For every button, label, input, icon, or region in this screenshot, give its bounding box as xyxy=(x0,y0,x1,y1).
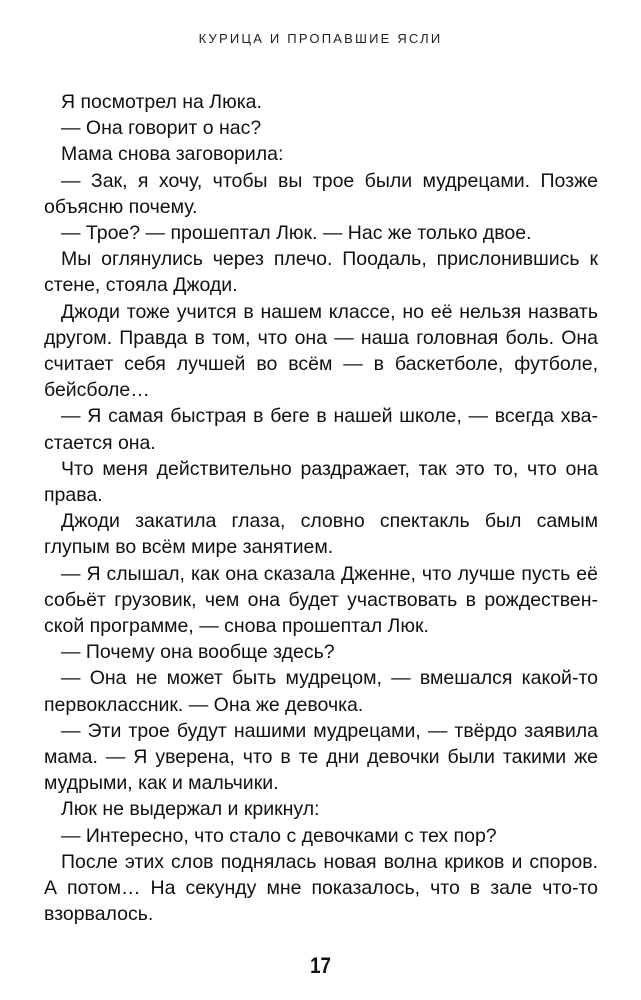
paragraph: — Почему она вообще здесь? xyxy=(61,641,335,664)
paragraph: Что меня действительно раздражает, так это то, что она права. xyxy=(44,457,598,507)
running-title: КУРИЦА И ПРОПАВШИЕ ЯСЛИ xyxy=(198,31,443,46)
paragraph: — Интересно, что стало с девочками с тех пор? xyxy=(61,824,497,847)
paragraph: Я посмотрел на Люка. xyxy=(61,91,262,113)
body-text xyxy=(44,89,598,928)
paragraph: — Она говорит о нас? xyxy=(61,117,262,140)
paragraph: — Я самая быстрая в беге в нашей школе, — всегда хвастается она. xyxy=(44,405,598,454)
paragraph: — Эти трое будут нашими мудрецами, — твёрдо заявила мама. — Я уверена, что в те дни девочки были такими же мудрыми, как и мальчики. xyxy=(44,719,598,795)
paragraph: — Она не может быть мудрецом, — вмешался какой-то первоклассник. — Она же девочка. xyxy=(44,667,598,716)
paragraph: — Я слышал, как она сказала Дженне, что лучше пусть её собьёт грузовик, чем она будет участвовать в рождественской программе, — снова прошептал Люк. xyxy=(44,562,598,638)
paragraph: Джоди тоже учится в нашем классе, но её нельзя назвать другом. Правда в том, что она — наша головная боль. Она считает себя лучшей во всём — в баскетболе, футболе, бейсболе… xyxy=(44,300,598,402)
paragraph: Джоди закатила глаза, словно спектакль был самым глупым во всём мире занятием. xyxy=(44,510,598,559)
paragraph: Мы оглянулись через плечо. Поодаль, прислонившись к стене, стояла Джоди. xyxy=(44,248,598,297)
paragraph: — Трое? — прошептал Люк. — Нас же только двое. xyxy=(61,222,532,245)
paragraph: Люк не выдержал и крикнул: xyxy=(61,798,320,821)
paragraph: После этих слов поднялась новая волна криков и споров. А потом… На секунду мне показалось, что в зале что-то взорвалось. xyxy=(44,850,598,926)
page-number: 17 xyxy=(310,953,331,978)
paragraph: Мама снова заговорила: xyxy=(61,143,284,166)
paragraph: — Зак, я хочу, чтобы вы трое были мудрецами. Позже объясню почему. xyxy=(44,169,598,218)
